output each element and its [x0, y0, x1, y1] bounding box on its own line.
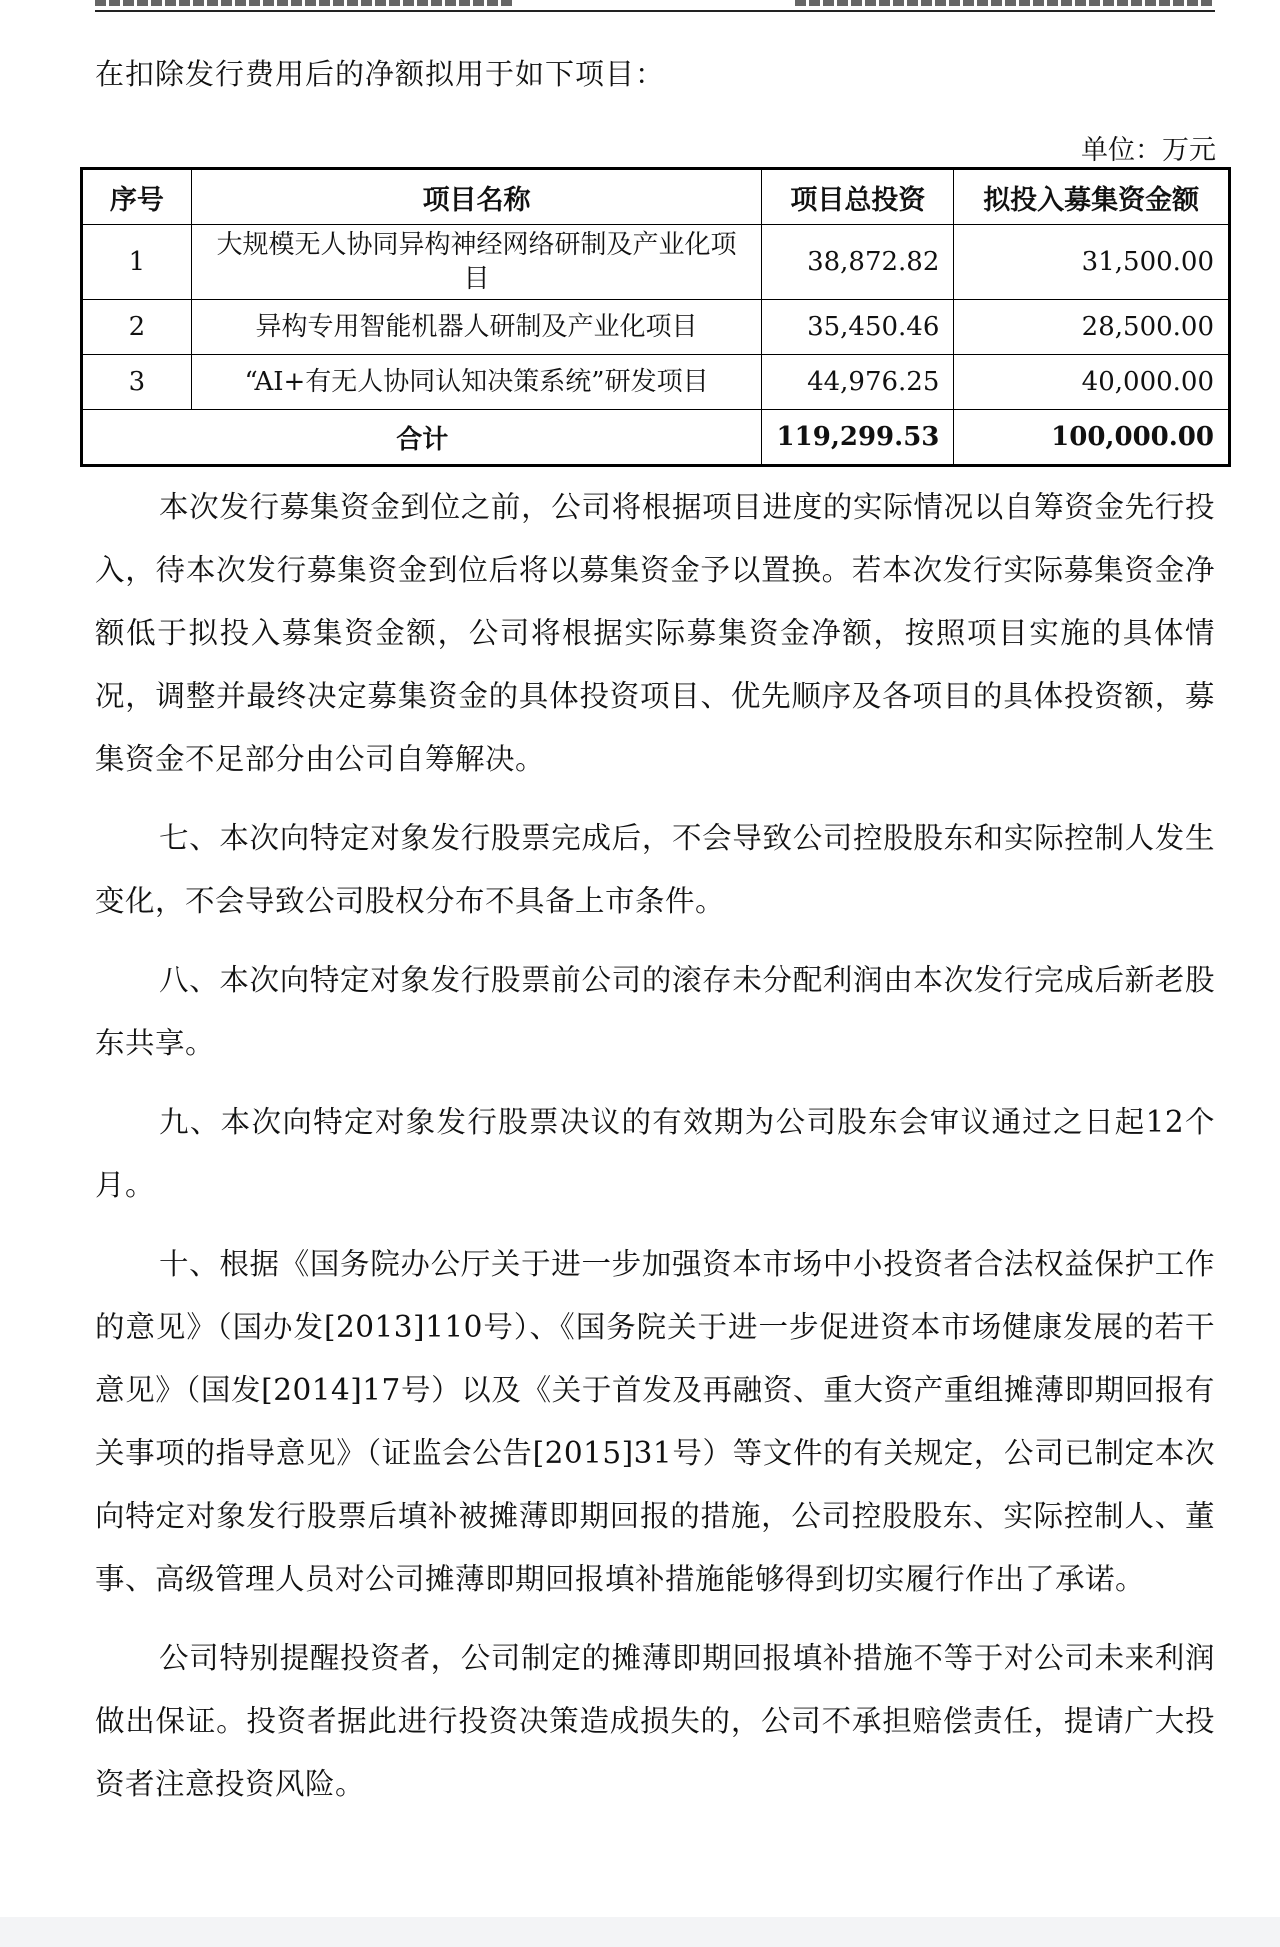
paragraph-risk-reminder: 公司特别提醒投资者，公司制定的摊薄即期回报填补措施不等于对公司未来利润做出保证。投资者据此进行投资决策造成损失的，公司不承担赔偿责任，提请广大投资者注意投资风险。 — [95, 1641, 1215, 1801]
header-no: 序号 — [82, 169, 192, 225]
row-total-investment: 35,450.46 — [762, 300, 954, 355]
row-no: 1 — [82, 225, 192, 300]
row-raised-funds: 31,500.00 — [954, 225, 1230, 300]
row-total-investment: 38,872.82 — [762, 225, 954, 300]
paragraph-item-10: 十、根据《国务院办公厅关于进一步加强资本市场中小投资者合法权益保护工作的意见》（国办发[2013]110号）、《国务院关于进一步促进资本市场健康发展的若干意见》（国发[2014]17号）以及《关于首发及再融资、重大资产重组摊薄即期回报有关事项的指导意见》（证监会公告[2015]31号）等文件的有关规定，公司已制定本次向特定对象发行股票后填补被摊薄即期回报的措施，公司控股股东、实际控制人、董事、高级管理人员对公司摊薄即期回报填补措施能够得到切实履行作出了承诺。 — [95, 1247, 1215, 1596]
paragraph-item-7: 七、本次向特定对象发行股票完成后，不会导致公司控股股东和实际控制人发生变化，不会导致公司股权分布不具备上市条件。 — [95, 821, 1215, 918]
header-rule — [95, 0, 1215, 12]
total-investment-sum: 119,299.53 — [762, 410, 954, 466]
table-row — [82, 300, 1230, 355]
investment-table — [80, 167, 1231, 467]
header-left-fragment — [95, 0, 515, 6]
row-no: 3 — [82, 355, 192, 410]
table-row — [82, 225, 1230, 300]
bottom-band — [0, 1917, 1280, 1947]
row-raised-funds: 40,000.00 — [954, 355, 1230, 410]
row-project-name: 大规模无人协同异构神经网络研制及产业化项目 — [191, 225, 762, 300]
header-project-name: 项目名称 — [191, 169, 762, 225]
body-text — [95, 476, 1215, 1832]
total-raised-sum: 100,000.00 — [954, 410, 1230, 466]
row-project-name: 异构专用智能机器人研制及产业化项目 — [191, 300, 762, 355]
header-raised-funds: 拟投入募集资金额 — [954, 169, 1230, 225]
paragraph-item-8: 八、本次向特定对象发行股票前公司的滚存未分配利润由本次发行完成后新老股东共享。 — [95, 963, 1215, 1060]
row-total-investment: 44,976.25 — [762, 355, 954, 410]
row-project-name: “AI+有无人协同认知决策系统”研发项目 — [191, 355, 762, 410]
table-row — [82, 355, 1230, 410]
table-header-row — [82, 169, 1230, 225]
table-total-row — [82, 410, 1230, 466]
row-raised-funds: 28,500.00 — [954, 300, 1230, 355]
header-right-fragment — [795, 0, 1215, 6]
unit-label: 单位：万元 — [1081, 135, 1216, 166]
header-total-investment: 项目总投资 — [762, 169, 954, 225]
row-no: 2 — [82, 300, 192, 355]
paragraph-item-9: 九、本次向特定对象发行股票决议的有效期为公司股东会审议通过之日起12个月。 — [95, 1105, 1215, 1202]
intro-line: 在扣除发行费用后的净额拟用于如下项目： — [95, 57, 666, 91]
paragraph-funding-arrangement: 本次发行募集资金到位之前，公司将根据项目进度的实际情况以自筹资金先行投入，待本次发行募集资金到位后将以募集资金予以置换。若本次发行实际募集资金净额低于拟投入募集资金额，公司将根据实际募集资金净额，按照项目实施的具体情况，调整并最终决定募集资金的具体投资项目、优先顺序及各项目的具体投资额，募集资金不足部分由公司自筹解决。 — [95, 490, 1215, 776]
total-label: 合计 — [82, 410, 762, 466]
